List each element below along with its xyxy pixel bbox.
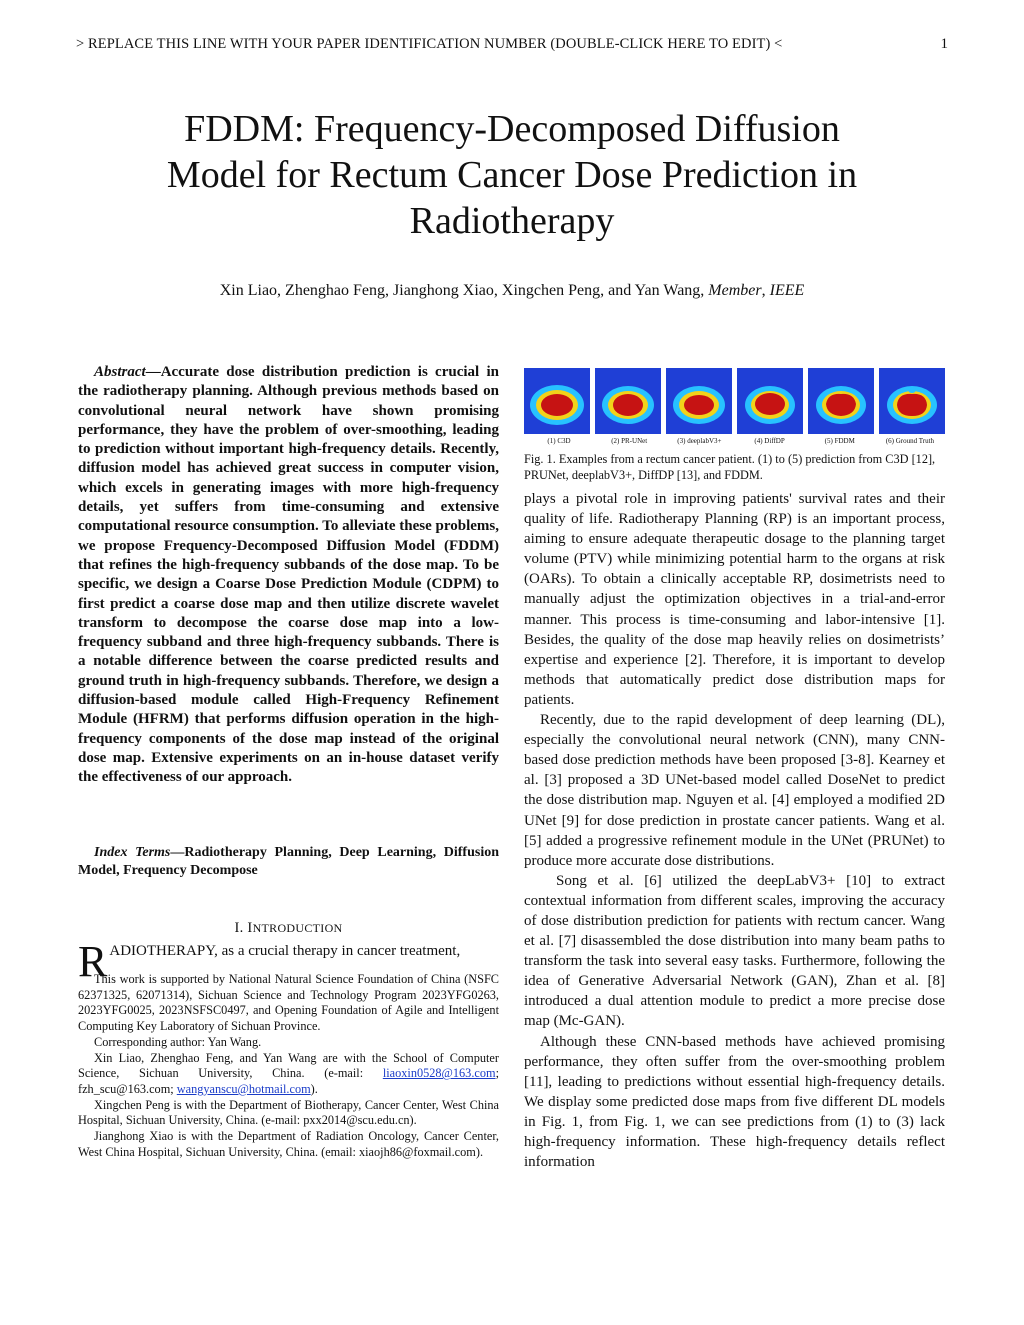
- figure-panel-labels: [524, 437, 945, 445]
- author-list: [80, 282, 944, 300]
- email-link-wangyan[interactable]: wangyanscu@hotmail.com: [176, 1081, 311, 1096]
- author-sep: ,: [761, 282, 770, 299]
- paragraph-2: Recently, due to the rapid development of deep learning (DL), especially the convolutional neural network (CNN), many CNN-based dose prediction methods have been proposed [3-8]. Kearney et al. [3] proposed a 3D UNet-based model called DoseNet to predict the dose distribution map. Nguyen et al. [4] employed a modified 2D UNet [9] for dose prediction in prostate cancer patients. Wang et al. [5] added a progressive refinement module in the UNet (PRUNet) to produce more accurate dose distributions.: [524, 712, 945, 869]
- aff1-end: ).: [310, 1081, 318, 1096]
- paragraph-1: plays a pivotal role in improving patients' survival rates and their quality of life. Radiotherapy Planning (RP) is an important process, aiming to ensure adequate therapeutic dosage to the planning target volume (PTV) while minimizing potential harm to the organs at risk (OARs). To obtain a clinically acceptable RP, dosimetrists need to manually adjust the optimization objectives in a trial-and-error manner. This process is time-consuming and labor-intensive [1]. Besides, the quality of the dose map heavily relies on dosimetrists’ expertise and experience [2]. Therefore, it is important to develop methods that automatically predict dose distribution maps for patients.: [524, 491, 945, 708]
- footnote-funding: This work is supported by National Natural Science Foundation of China (NSFC 62371325, 62071314), Sichuan Science and Technology Program 2023YFG0263, 2023YFG0025, 2023NSFSC0497, and Opening Foundation of Agile and Intelligent Computing Key Laboratory of Sichuan Province.: [78, 972, 499, 1034]
- author-ieee: IEEE: [769, 282, 805, 299]
- page-number: 1: [940, 36, 948, 52]
- footnote-affiliation-2: Xingchen Peng is with the Department of Biotherapy, Cancer Center, West China Hospital, Sichuan University, China. (e-mail: pxx2014@scu.edu.cn).: [78, 1097, 499, 1128]
- dose-map-panel-2: [595, 368, 661, 434]
- dose-map-panel-6: [879, 368, 945, 434]
- footnote-corresponding: Corresponding author: Yan Wang.: [94, 1034, 262, 1049]
- section-heading-introduction: [78, 920, 499, 937]
- index-terms-body: —Radiotherapy Planning, Deep Learning, Diffusion Model, Frequency Decompose: [78, 845, 499, 878]
- dose-map-panel-3: [666, 368, 732, 434]
- title-line-1: FDDM: Frequency-Decomposed Diffusion: [184, 108, 840, 150]
- dose-map-panel-4: [737, 368, 803, 434]
- panel-label-2: (2) PR-UNet: [611, 437, 648, 445]
- section-title-rest: NTRODUCTION: [252, 921, 343, 935]
- abstract-body: —Accurate dose distribution prediction is crucial in the radiotherapy planning. Although previous methods based on convolutional neural network have shown promising performance, they have the problem of over-smoothing, leading to prediction without important high-frequency details. Recently, diffusion model has achieved great success in computer vision, which excels in generating images with more high-frequency details, yet suffers from time-consuming and extensive computational resource consumption. To alleviate these problems, we propose Frequency-Decomposed Diffusion Model (FDDM) that refines the high-frequency subbands of the dose map. To be specific, we design a Coarse Dose Prediction Module (CDPM) to first predict a coarse dose map and then utilize discrete wavelet transform to decompose the coarse dose map into a low-frequency subband and three high-frequency subbands. There is a notable difference between the coarse predicted results and ground truth in high-frequency subbands. Therefore, we design a diffusion-based module called High-Frequency Refinement Module (HFRM) that performs diffusion operation in the high-frequency components of the dose map instead of the original dose map. Extensive experiments on an in-house dataset verify the effectiveness of our approach.: [78, 364, 499, 786]
- intro-first-text: ADIOTHERAPY, as a crucial therapy in cancer treatment,: [109, 943, 461, 959]
- title-line-3: Radiotherapy: [409, 200, 615, 242]
- dose-map-panel-1: [524, 368, 590, 434]
- panel-label-3: (3) deeplabV3+: [677, 437, 722, 445]
- footnotes: [78, 972, 499, 1160]
- index-terms-lead: Index Terms: [94, 845, 171, 860]
- aff1-text: Xin Liao, Zhenghao Feng, and Yan Wang are with the School of Computer Science, Sichuan University, China. (e-mail:: [78, 1050, 499, 1081]
- drop-cap: R: [78, 937, 108, 986]
- paper-title: [80, 106, 944, 244]
- abstract-lead: Abstract: [94, 364, 146, 380]
- author-member: Member: [708, 282, 762, 299]
- title-line-2: Model for Rectum Cancer Dose Prediction in: [166, 154, 858, 196]
- footnote-affiliation-1: [78, 1051, 499, 1098]
- aff1-mid: ; fzh_scu@163.com;: [78, 1066, 499, 1096]
- figure-1-caption: Fig. 1. Examples from a rectum cancer patient. (1) to (5) prediction from C3D [12], PRUNet, deeplabV3+, DiffDP [13], and FDDM.: [524, 452, 936, 482]
- section-numeral: I. I: [234, 920, 253, 936]
- dose-map-panel-5: [808, 368, 874, 434]
- footnote-affiliation-3: Jianghong Xiao is with the Department of Radiation Oncology, Cancer Center, West China Hospital, Sichuan University, China. (email: xiaojh86@foxmail.com).: [78, 1129, 499, 1159]
- figure-panels: [524, 368, 945, 434]
- abstract: [78, 363, 499, 788]
- paragraph-3: Song et al. [6] utilized the deepLabV3+ [10] to extract contextual information from different scales, improving the accuracy of dose distribution prediction for patients with rectum cancer. Wang et al. [7] disassembled the dose distribution into many beam paths to transform the task into several easy tasks. Furthermore, following the idea of Generative Adversarial Network (GAN), Zhan et al. [8] introduced a dual attention module to predict a more precise dose map (Mc-GAN).: [524, 872, 945, 1030]
- email-link-liaoxin[interactable]: liaoxin0528@163.com: [382, 1066, 496, 1081]
- paragraph-4: Although these CNN-based methods have achieved promising performance, they often suffer from the over-smoothing problem [11], leading to predictions without essential high-frequency details. We display some predicted dose maps from five different DL models in Fig. 1, from Fig. 1, we can see predictions from (1) to (3) lack high-frequency information. These high-frequency details reflect information: [524, 1033, 945, 1171]
- body-right-column: [524, 489, 945, 1172]
- index-terms: [78, 844, 499, 880]
- panel-label-4: (4) DiffDP: [754, 437, 785, 445]
- panel-label-5: (5) FDDM: [824, 437, 855, 445]
- running-head: > REPLACE THIS LINE WITH YOUR PAPER IDENTIFICATION NUMBER (DOUBLE-CLICK HERE TO EDIT) <: [76, 36, 783, 52]
- panel-label-1: (1) C3D: [547, 437, 571, 445]
- panel-label-6: (6) Ground Truth: [885, 437, 935, 445]
- author-names: Xin Liao, Zhenghao Feng, Jianghong Xiao, Xingchen Peng, and Yan Wang,: [219, 282, 709, 299]
- figure-1: [524, 368, 945, 445]
